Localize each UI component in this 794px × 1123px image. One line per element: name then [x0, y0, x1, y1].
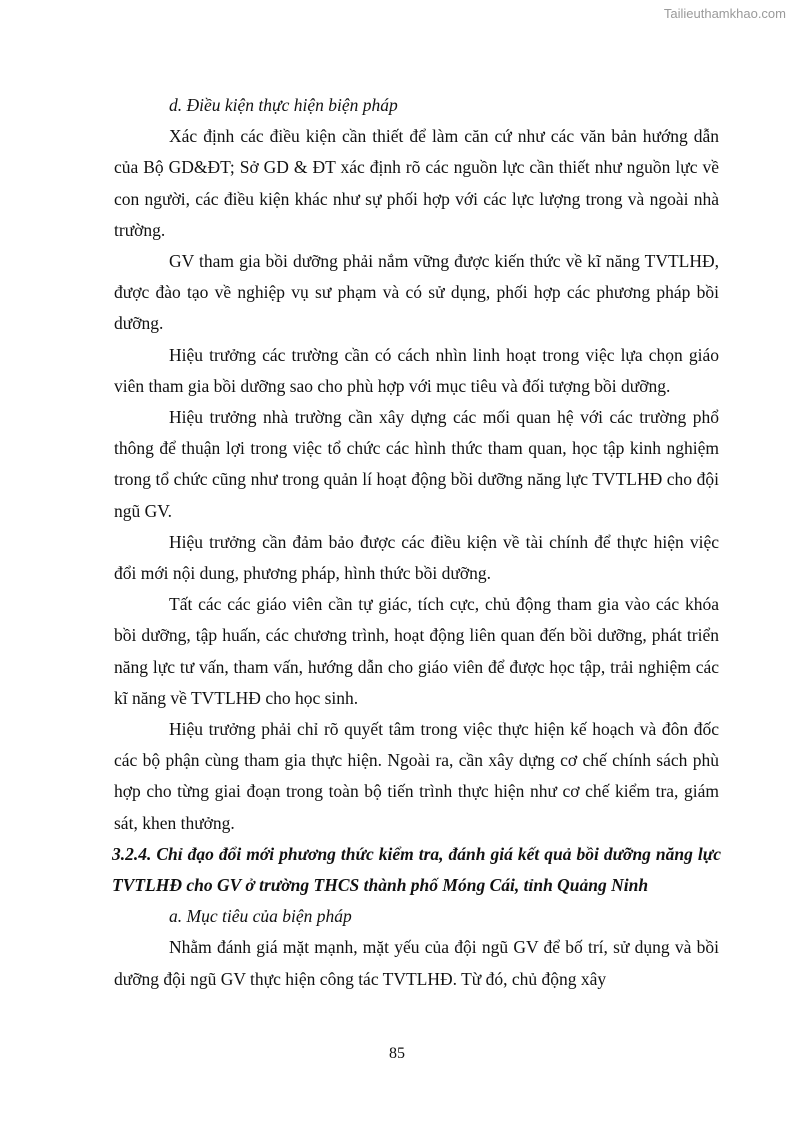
paragraph: Tất các các giáo viên cần tự giác, tích cực, chủ động tham gia vào các khóa bồi dưỡng, tập huấn, các chương trình, hoạt động liên quan đến bồi dưỡng, phát triển năng lực tư vấn, tham vấn, hướng dẫn cho giáo viên để được học tập, trải nghiệm các kĩ năng về TVTLHĐ cho học sinh. [114, 594, 719, 708]
paragraph: Hiệu trưởng cần đảm bảo được các điều kiện về tài chính để thực hiện việc đổi mới nội dung, phương pháp, hình thức bồi dưỡng. [114, 531, 719, 584]
paragraph: Xác định các điều kiện cần thiết để làm căn cứ như các văn bản hướng dẫn của Bộ GD&ĐT; Sở GD & ĐT xác định rõ các nguồn lực cần thiết như nguồn lực về con người, các điều kiện khác như sự phối hợp với các lực lượng trong và ngoài nhà trường. [114, 126, 719, 240]
paragraph: Hiệu trưởng nhà trường cần xây dựng các mối quan hệ với các trường phổ thông để thuận lợi trong việc tổ chức các hình thức tham quan, học tập kinh nghiệm trong tổ chức cũng như trong quản lí hoạt động bồi dưỡng năng lực TVTLHĐ cho đội ngũ GV. [114, 407, 719, 521]
section-heading-3-2-4: 3.2.4. Chỉ đạo đổi mới phương thức kiểm tra, đánh giá kết quả bồi dưỡng năng lực TVTLHĐ cho GV ở trường THCS thành phố Móng Cái, tỉnh Quảng Ninh [112, 843, 721, 896]
paragraph: Hiệu trưởng phải chỉ rõ quyết tâm trong việc thực hiện kế hoạch và đôn đốc các bộ phận cùng tham gia thực hiện. Ngoài ra, cần xây dựng cơ chế chính sách phù hợp cho từng giai đoạn trong toàn bộ tiến trình thực hiện như cơ chế kiểm tra, giám sát, khen thưởng. [114, 719, 719, 833]
document-body [114, 90, 719, 995]
paragraph: Nhằm đánh giá mặt mạnh, mặt yếu của đội ngũ GV để bố trí, sử dụng và bồi dưỡng đội ngũ GV thực hiện công tác TVTLHĐ. Từ đó, chủ động xây [114, 937, 719, 989]
paragraph: GV tham gia bồi dưỡng phải nắm vững được kiến thức về kĩ năng TVTLHĐ, được đào tạo về nghiệp vụ sư phạm và có sử dụng, phối hợp các phương pháp bồi dưỡng. [114, 251, 719, 334]
subsection-heading-conditions: d. Điều kiện thực hiện biện pháp [169, 95, 398, 115]
watermark-text: Tailieuthamkhao.com [663, 6, 786, 21]
page-number: 85 [389, 1045, 405, 1062]
paragraph: Hiệu trưởng các trường cần có cách nhìn linh hoạt trong việc lựa chọn giáo viên tham gia bồi dưỡng sao cho phù hợp với mục tiêu và đối tượng bồi dưỡng. [114, 344, 719, 396]
subsection-heading-objectives: a. Mục tiêu của biện pháp [169, 906, 352, 927]
